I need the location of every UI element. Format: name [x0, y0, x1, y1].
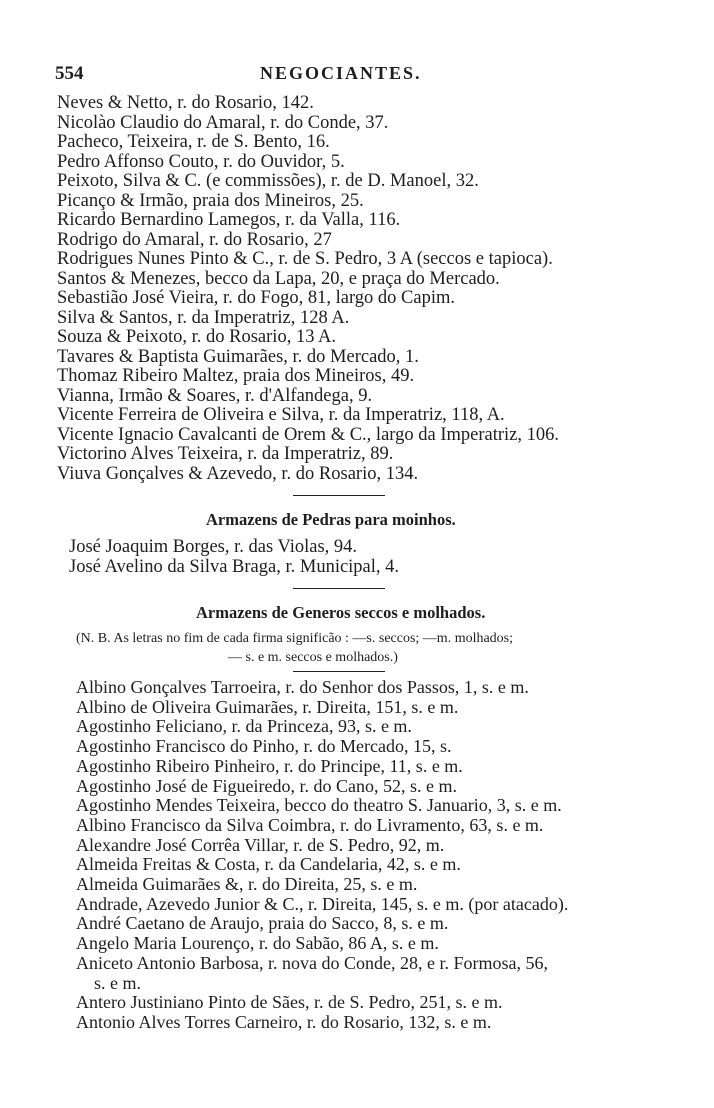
section-heading-pedras: Armazens de Pedras para moinhos.	[206, 510, 456, 529]
running-head: NEGOCIANTES.	[260, 63, 422, 83]
merchant-list-continued	[57, 94, 559, 484]
list-item: Viuva Gonçalves & Azevedo, r. do Rosario, 134.	[57, 463, 419, 484]
list-item: José Joaquim Borges, r. das Violas, 94.	[69, 537, 358, 557]
list-item: Almeida Guimarães &, r. do Direita, 25, s. e m.	[76, 874, 418, 895]
list-item: Rodrigo do Amaral, r. do Rosario, 27	[57, 229, 332, 250]
list-item: Tavares & Baptista Guimarães, r. do Mercado, 1.	[57, 346, 419, 367]
list-item: José Avelino da Silva Braga, r. Municipal, 4.	[69, 556, 400, 577]
list-item: Nicolào Claudio do Amaral, r. do Conde, 37.	[57, 112, 389, 133]
list-item: Agostinho Francisco do Pinho, r. do Mercado, 15, s.	[76, 736, 452, 757]
generos-list	[76, 678, 568, 1033]
list-item: Santos & Menezes, becco da Lapa, 20, e praça do Mercado.	[57, 268, 500, 289]
list-item: Agostinho Feliciano, r. da Princeza, 93, s. e m.	[76, 716, 412, 737]
list-item: Albino Francisco da Silva Coimbra, r. do Livramento, 63, s. e m.	[76, 814, 544, 835]
list-item: Pedro Affonso Couto, r. do Ouvidor, 5.	[57, 151, 345, 172]
pedras-list	[69, 538, 399, 577]
list-item: Vicente Ignacio Cavalcanti de Orem & C., largo da Imperatriz, 106.	[57, 424, 559, 445]
list-item-continuation: s. e m.	[94, 972, 141, 993]
list-item: Albino de Oliveira Guimarães, r. Direita, 151, s. e m.	[76, 696, 459, 717]
list-item: Andrade, Azevedo Junior & C., r. Direita, 145, s. e m. (por atacado).	[76, 893, 569, 914]
list-item: Almeida Freitas & Costa, r. da Candelaria, 42, s. e m.	[76, 854, 461, 875]
list-item: André Caetano de Araujo, praia do Sacco, 8, s. e m.	[76, 913, 449, 934]
abbreviation-note: (N. B. As letras no fim de cada firma significão : —s. seccos; —m. molhados;	[76, 631, 514, 646]
section-divider	[293, 588, 385, 589]
list-item: Silva & Santos, r. da Imperatriz, 128 A.	[57, 307, 350, 328]
list-item: Souza & Peixoto, r. do Rosario, 13 A.	[57, 327, 337, 347]
list-item: Aniceto Antonio Barbosa, r. nova do Conde, 28, e r. Formosa, 56,	[76, 952, 548, 973]
list-item: Peixoto, Silva & C. (e commissões), r. de D. Manoel, 32.	[57, 171, 479, 191]
abbreviation-note-continued: — s. e m. seccos e molhados.)	[228, 650, 398, 665]
list-item: Victorino Alves Teixeira, r. da Imperatriz, 89.	[57, 444, 394, 464]
list-item: Ricardo Bernardino Lamegos, r. da Valla, 116.	[57, 210, 401, 230]
list-item: Thomaz Ribeiro Maltez, praia dos Mineiros, 49.	[57, 366, 415, 386]
list-item: Agostinho Mendes Teixeira, becco do theatro S. Januario, 3, s. e m.	[76, 795, 562, 816]
list-item: Antero Justiniano Pinto de Sães, r. de S. Pedro, 251, s. e m.	[76, 992, 503, 1013]
section-divider	[293, 671, 385, 672]
list-item: Pacheco, Teixeira, r. de S. Bento, 16.	[57, 132, 330, 152]
list-item: Neves & Netto, r. do Rosario, 142.	[57, 93, 314, 113]
list-item: Rodrigues Nunes Pinto & C., r. de S. Pedro, 3 A (seccos e tapioca).	[57, 249, 553, 269]
list-item: Angelo Maria Lourenço, r. do Sabão, 86 A, s. e m.	[76, 933, 439, 954]
list-item: Picanço & Irmão, praia dos Mineiros, 25.	[57, 190, 364, 211]
section-heading-generos: Armazens de Generos seccos e molhados.	[196, 603, 486, 622]
list-item: Alexandre José Corrêa Villar, r. de S. Pedro, 92, m.	[76, 834, 445, 855]
page-header	[55, 63, 655, 87]
list-item: Vicente Ferreira de Oliveira e Silva, r. da Imperatriz, 118, A.	[57, 405, 505, 425]
list-item: Vianna, Irmão & Soares, r. d'Alfandega, 9.	[57, 385, 373, 406]
section-divider	[293, 495, 385, 496]
list-item: Sebastião José Vieira, r. do Fogo, 81, largo do Capim.	[57, 288, 455, 308]
list-item: Antonio Alves Torres Carneiro, r. do Rosario, 132, s. e m.	[76, 1011, 492, 1032]
list-item: Albino Gonçalves Tarroeira, r. do Senhor dos Passos, 1, s. e m.	[76, 677, 529, 697]
page-number: 554	[55, 63, 84, 84]
list-item: Agostinho José de Figueiredo, r. do Cano, 52, s. e m.	[76, 775, 457, 796]
list-item: Agostinho Ribeiro Pinheiro, r. do Principe, 11, s. e m.	[76, 755, 463, 776]
